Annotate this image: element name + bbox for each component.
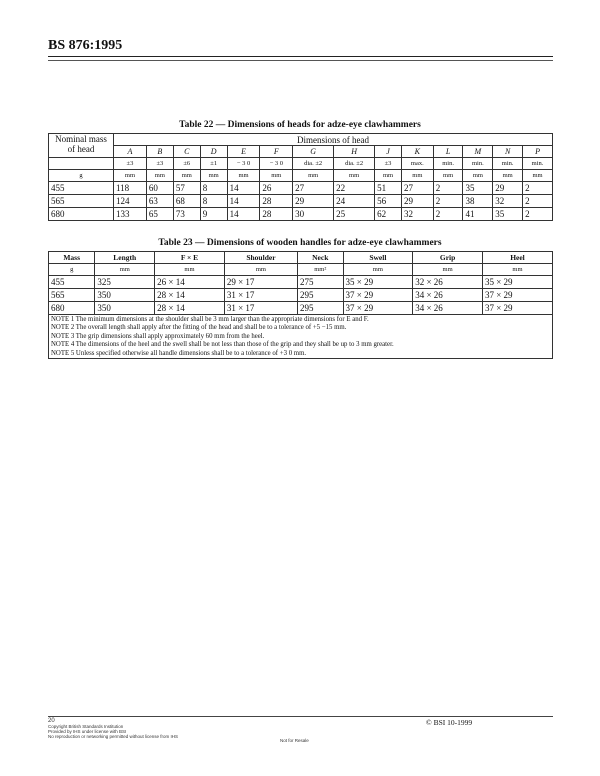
table22-col-unit: mm <box>463 170 493 182</box>
table22-col-unit: mm <box>433 170 463 182</box>
table23-col-header: Length <box>95 252 155 264</box>
table23-header-row <box>49 252 553 264</box>
table22-mass-cell: 455 <box>49 182 114 195</box>
table22-cell: 63 <box>146 195 173 208</box>
table23-col-header: F × E <box>155 252 225 264</box>
table-row <box>49 302 553 315</box>
page-number: 20 <box>48 718 55 724</box>
table23-cell: 32 × 26 <box>413 276 483 289</box>
table23-note: NOTE 1 The minimum dimensions at the shoulder shall be 3 mm larger than the appropriate dimensions for E and F. <box>49 315 553 324</box>
table22-col-letter: P <box>523 146 553 158</box>
table23-col-header: Swell <box>343 252 413 264</box>
table22-cell: 25 <box>334 208 375 221</box>
table23-col-header: Shoulder <box>224 252 297 264</box>
table22-col-letter: D <box>200 146 227 158</box>
table23-cell: 28 × 14 <box>155 302 225 315</box>
table22-col-tolerance: − 3 0 <box>227 158 260 170</box>
header-rule-secondary <box>48 60 553 61</box>
table23 <box>48 251 553 359</box>
table23-note-row <box>49 324 553 333</box>
table23-cell: 29 × 17 <box>224 276 297 289</box>
table23-cell: 31 × 17 <box>224 302 297 315</box>
table22-col-unit: mm <box>173 170 200 182</box>
table22-cell: 30 <box>293 208 334 221</box>
table22-cell: 27 <box>401 182 433 195</box>
table22-col-tolerance: ±3 <box>114 158 147 170</box>
table22-col-unit: mm <box>523 170 553 182</box>
table22-caption: Table 22 — Dimensions of heads for adze-eye clawhammers <box>179 120 421 130</box>
table22-cell: 8 <box>200 182 227 195</box>
table22-col-letter: H <box>334 146 375 158</box>
table22-cell: 29 <box>293 195 334 208</box>
table22-cell: 60 <box>146 182 173 195</box>
table23-col-header: Heel <box>482 252 552 264</box>
table22-col-unit: mm <box>293 170 334 182</box>
table23-mass-cell: 455 <box>49 276 95 289</box>
table23-cell: 31 × 17 <box>224 289 297 302</box>
table22-cell: 28 <box>260 208 293 221</box>
table23-note: NOTE 2 The overall length shall apply after the fitting of the head and shall be to a tolerance of +5 −15 mm. <box>49 324 553 333</box>
table22-col-letter: F <box>260 146 293 158</box>
footer-copyright <box>48 719 178 739</box>
table22-units-row <box>49 170 553 182</box>
table23-mass-cell: 565 <box>49 289 95 302</box>
table22-cell: 133 <box>114 208 147 221</box>
table22-cell: 28 <box>260 195 293 208</box>
table22-mass-header: Nominal mass of head <box>49 134 114 158</box>
table22-cell: 65 <box>146 208 173 221</box>
table22-tolerance-row <box>49 158 553 170</box>
table22-cell: 29 <box>401 195 433 208</box>
table22-col-tolerance: min. <box>493 158 523 170</box>
table22-col-unit: mm <box>401 170 433 182</box>
table23-note: NOTE 3 The grip dimensions shall apply approximately 60 mm from the heel. <box>49 332 553 341</box>
table22-cell: 2 <box>523 208 553 221</box>
table23-caption: Table 23 — Dimensions of wooden handles for adze-eye clawhammers <box>158 238 442 248</box>
table22-cell: 26 <box>260 182 293 195</box>
table23-note-row <box>49 332 553 341</box>
table22-cell: 2 <box>433 208 463 221</box>
table22-cell: 24 <box>334 195 375 208</box>
table23-col-header: Grip <box>413 252 483 264</box>
table22-cell: 32 <box>401 208 433 221</box>
table23-cell: 37 × 29 <box>482 302 552 315</box>
table22-col-tolerance: ±6 <box>173 158 200 170</box>
table22-cell: 8 <box>200 195 227 208</box>
table22-cell: 29 <box>493 182 523 195</box>
table23-cell: 350 <box>95 289 155 302</box>
header-rule <box>48 56 553 57</box>
table22-cell: 22 <box>334 182 375 195</box>
table22-col-tolerance: min. <box>433 158 463 170</box>
table22-cell: 118 <box>114 182 147 195</box>
table22-col-letter: M <box>463 146 493 158</box>
table22-cell: 14 <box>227 195 260 208</box>
table22-col-letter: C <box>173 146 200 158</box>
table23-cell: 37 × 29 <box>343 289 413 302</box>
table22-cell: 14 <box>227 182 260 195</box>
table23-note-row <box>49 315 553 324</box>
table22-cell: 62 <box>375 208 402 221</box>
footer-rule <box>48 716 553 717</box>
table22-cell: 35 <box>463 182 493 195</box>
table23-note-row <box>49 349 553 358</box>
table23-cell: 26 × 14 <box>155 276 225 289</box>
copyright-line: Copyright British Standards Institution <box>48 724 124 729</box>
table22-group-header: Dimensions of head <box>114 134 553 146</box>
table22-col-unit: mm <box>200 170 227 182</box>
table22-col-unit: mm <box>114 170 147 182</box>
table22-col-letter: B <box>146 146 173 158</box>
table22-col-unit: mm <box>375 170 402 182</box>
table22-col-unit: mm <box>334 170 375 182</box>
table22-unit-mass: g <box>49 170 114 182</box>
table22-cell: 68 <box>173 195 200 208</box>
table22-col-letter: N <box>493 146 523 158</box>
table23-col-unit: mm² <box>298 264 343 276</box>
table23-note: NOTE 4 The dimensions of the heel and the swell shall be not less than those of the grip and they shall be up to 3 mm greater. <box>49 341 553 350</box>
table22-cell: 27 <box>293 182 334 195</box>
table23-cell: 325 <box>95 276 155 289</box>
table22-col-letter: L <box>433 146 463 158</box>
table22-cell: 32 <box>493 195 523 208</box>
table22-col-tolerance: ±3 <box>375 158 402 170</box>
table-row <box>49 182 553 195</box>
table22-col-letter: A <box>114 146 147 158</box>
table22-col-letter: G <box>293 146 334 158</box>
table22-col-letter: J <box>375 146 402 158</box>
table23-cell: 35 × 29 <box>482 276 552 289</box>
table23-note-row <box>49 341 553 350</box>
table-row <box>49 208 553 221</box>
table23-cell: 28 × 14 <box>155 289 225 302</box>
table22-cell: 14 <box>227 208 260 221</box>
table23-col-unit: mm <box>95 264 155 276</box>
table-row <box>49 289 553 302</box>
table23-col-unit: mm <box>224 264 297 276</box>
table23-col-unit: mm <box>343 264 413 276</box>
table22-cell: 2 <box>433 195 463 208</box>
table23-col-unit: g <box>49 264 95 276</box>
table22-group-row <box>49 134 553 146</box>
table23-cell: 295 <box>298 289 343 302</box>
table22-col-tolerance: min. <box>523 158 553 170</box>
table23-col-unit: mm <box>155 264 225 276</box>
table22-cell: 51 <box>375 182 402 195</box>
table22-col-tolerance: dia. ±2 <box>293 158 334 170</box>
table22-mass-cell: 565 <box>49 195 114 208</box>
table23-col-unit: mm <box>482 264 552 276</box>
table22-col-tolerance: max. <box>401 158 433 170</box>
table22-cell: 73 <box>173 208 200 221</box>
table22-cell: 35 <box>493 208 523 221</box>
table22-cell: 9 <box>200 208 227 221</box>
table22-col-tolerance: − 3 0 <box>260 158 293 170</box>
table23-cell: 37 × 29 <box>343 302 413 315</box>
table22-cell: 2 <box>523 195 553 208</box>
table23-mass-cell: 680 <box>49 302 95 315</box>
table22 <box>48 133 553 221</box>
table22-col-unit: mm <box>227 170 260 182</box>
table22-cell: 2 <box>523 182 553 195</box>
table22-cell: 56 <box>375 195 402 208</box>
table22-col-unit: mm <box>260 170 293 182</box>
table23-col-header: Mass <box>49 252 95 264</box>
table22-col-tolerance: ±1 <box>200 158 227 170</box>
table22-col-tolerance: min. <box>463 158 493 170</box>
table22-tolerance-blank <box>49 158 114 170</box>
copyright-line: Provided by IHS under license with BSI <box>48 729 127 734</box>
table-row <box>49 195 553 208</box>
table-row <box>49 276 553 289</box>
footer-resale: Not for Resale <box>280 738 309 743</box>
table22-letters-row <box>49 146 553 158</box>
table22-mass-cell: 680 <box>49 208 114 221</box>
table23-cell: 275 <box>298 276 343 289</box>
table22-cell: 57 <box>173 182 200 195</box>
table23-units-row <box>49 264 553 276</box>
document-header: BS 876:1995 <box>48 38 123 53</box>
table22-col-tolerance: ±3 <box>146 158 173 170</box>
table22-col-letter: E <box>227 146 260 158</box>
table23-note: NOTE 5 Unless specified otherwise all handle dimensions shall be to a tolerance of +3 0 mm. <box>49 349 553 358</box>
table23-cell: 34 × 26 <box>413 302 483 315</box>
table23-cell: 350 <box>95 302 155 315</box>
table23-cell: 37 × 29 <box>482 289 552 302</box>
table22-cell: 38 <box>463 195 493 208</box>
table23-col-header: Neck <box>298 252 343 264</box>
table22-col-unit: mm <box>146 170 173 182</box>
table23-cell: 34 × 26 <box>413 289 483 302</box>
table22-col-unit: mm <box>493 170 523 182</box>
table22-col-letter: K <box>401 146 433 158</box>
table22-cell: 2 <box>433 182 463 195</box>
copyright-line: No reproduction or networking permitted without license from IHS <box>48 734 179 739</box>
footer-date: © BSI 10-1999 <box>426 718 473 727</box>
table22-col-tolerance: dia. ±2 <box>334 158 375 170</box>
table22-cell: 124 <box>114 195 147 208</box>
table23-cell: 35 × 29 <box>343 276 413 289</box>
table22-cell: 41 <box>463 208 493 221</box>
table23-cell: 295 <box>298 302 343 315</box>
table23-col-unit: mm <box>413 264 483 276</box>
